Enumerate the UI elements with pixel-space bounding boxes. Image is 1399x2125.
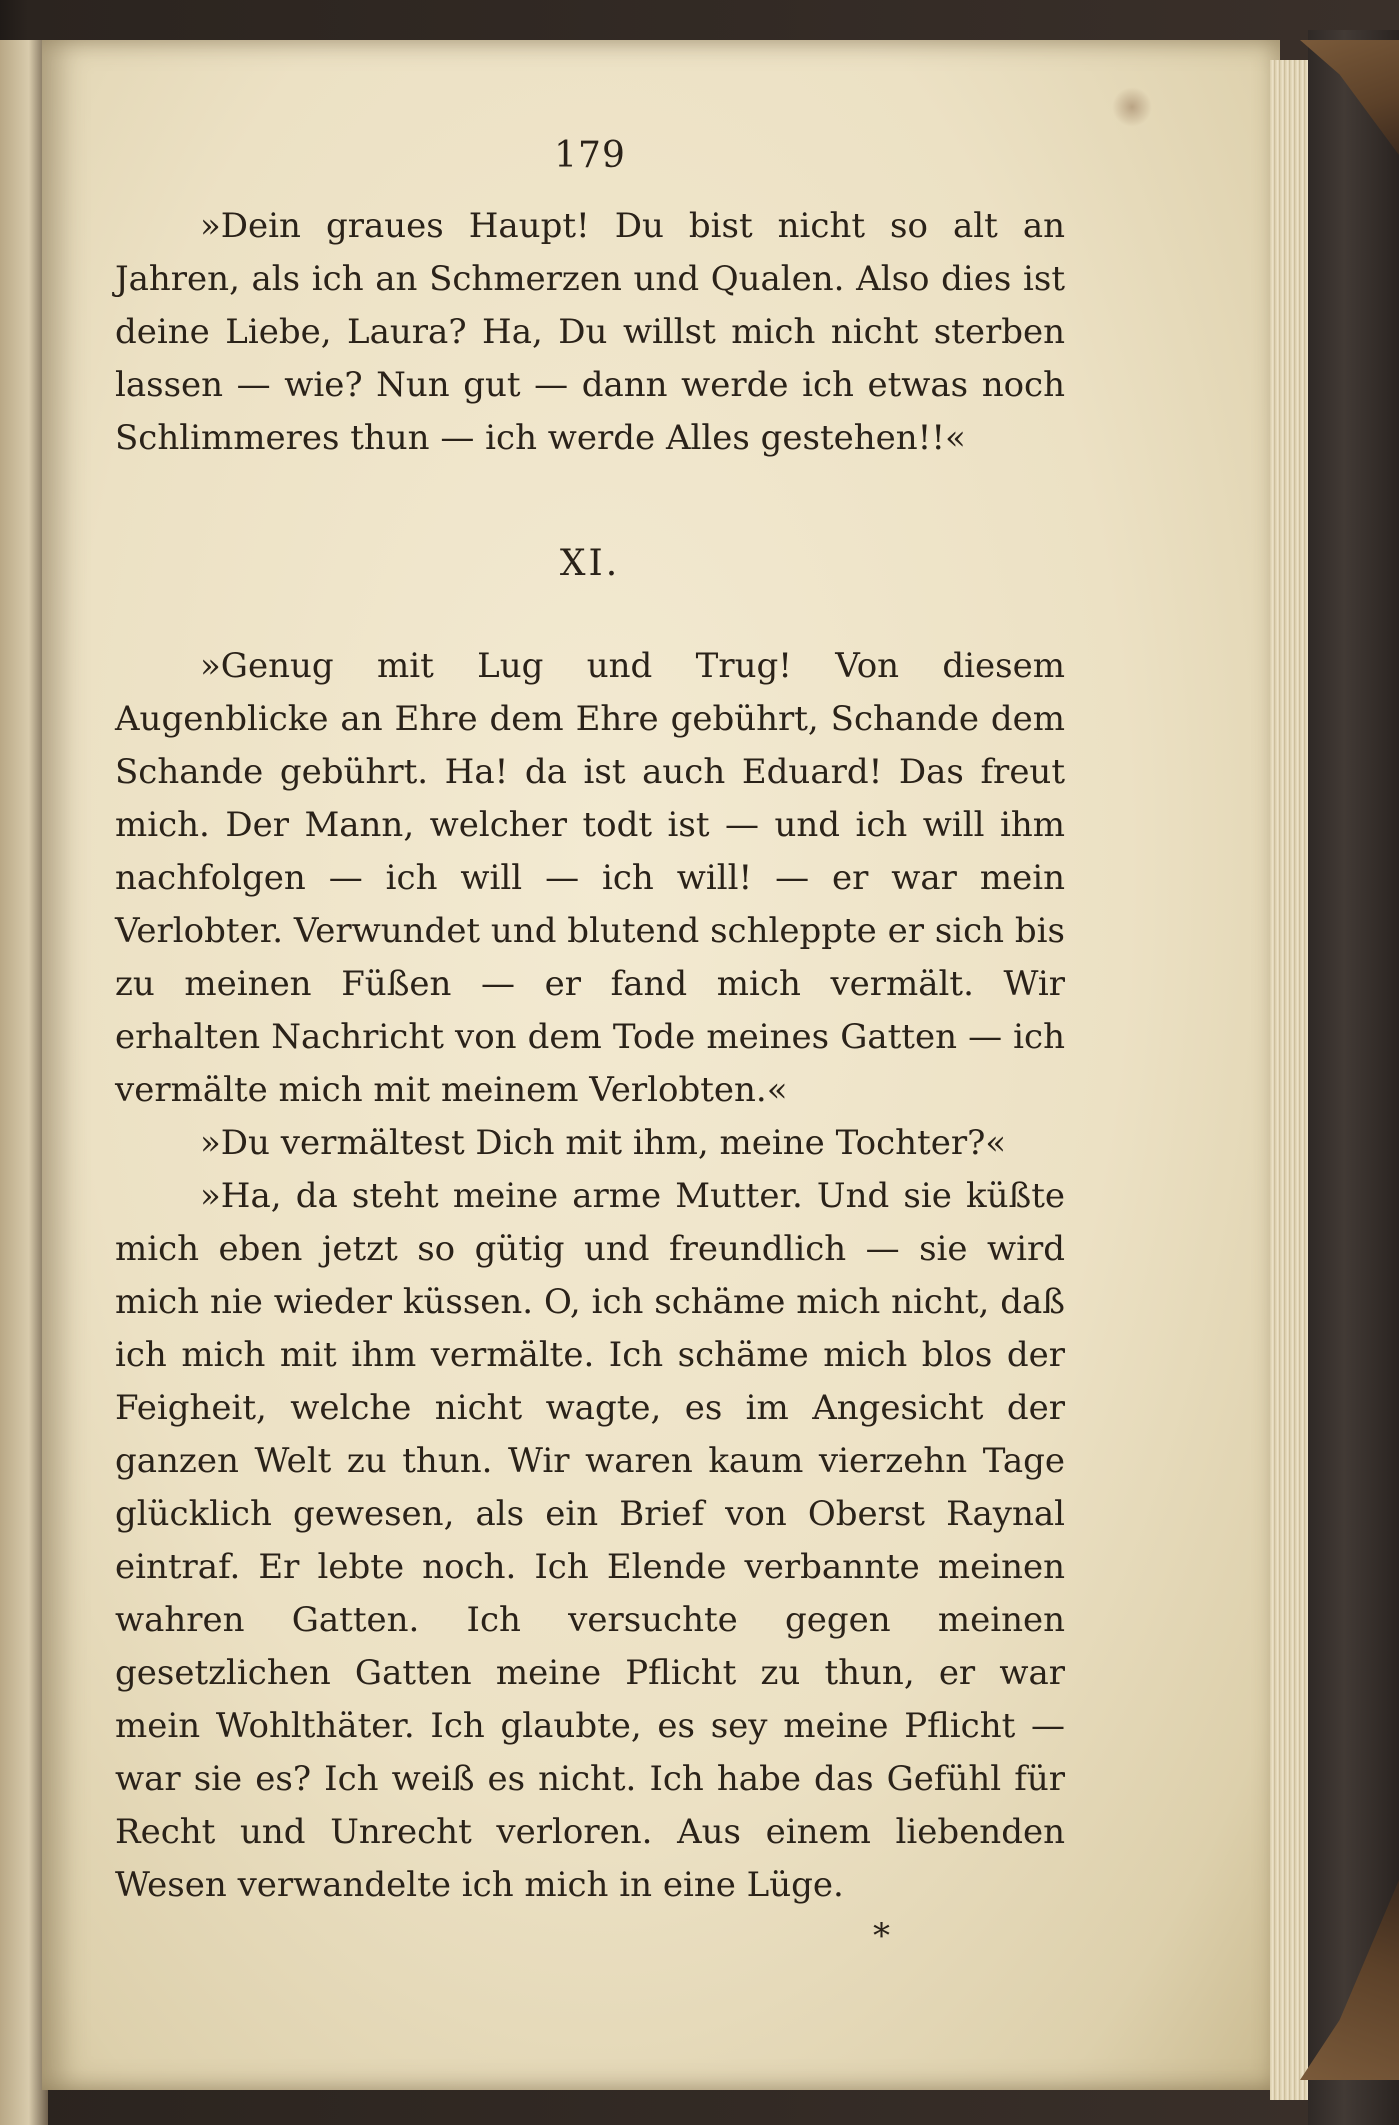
chapter-heading: XI.: [559, 543, 621, 584]
page-edges: [1270, 60, 1310, 2100]
paragraph: »Du vermältest Dich mit ihm, meine Tochter?«: [200, 1123, 1007, 1163]
paragraph: »Ha, da steht meine arme Mutter. Und sie küßte mich eben jetzt so gütig und freundlich — sie wird mich nie wieder küssen. O, ich schäme mich nicht, daß ich mich mit ihm vermälte. Ich schäme mich blos der Feigheit, welche nicht wagte, es im Angesicht der ganzen Welt zu thun. Wir waren kaum vierzehn Tage glücklich gewesen, als ein Brief von Oberst Raynal eintraf. Er lebte noch. Ich Elende verbannte meinen wahren Gatten. Ich versuchte gegen meinen gesetzlichen Gatten meine Pflicht zu thun, er war mein Wohlthäter. Ich glaubte, es sey meine Pflicht — war sie es? Ich weiß es nicht. Ich habe das Gefühl für Recht und Unrecht verloren. Aus einem liebenden Wesen verwandelte ich mich in eine Lüge.: [115, 1176, 1065, 1905]
text-block: [115, 135, 1065, 1956]
paragraph: »Genug mit Lug und Trug! Von diesem Augenblicke an Ehre dem Ehre gebührt, Schande dem Schande gebührt. Ha! da ist auch Eduard! Das freut mich. Der Mann, welcher todt ist — und ich will ihm nachfolgen — ich will — ich will! — er war mein Verlobter. Verwundet und blutend schleppte er sich bis zu meinen Füßen — er fand mich vermält. Wir erhalten Nachricht von dem Tode meines Gatten — ich vermälte mich mit meinem Verlobten.«: [115, 646, 1065, 1110]
page-number: 179: [554, 135, 626, 176]
previous-page-edge: [0, 40, 48, 2125]
page-stain: [1112, 87, 1152, 127]
paragraph: »Dein graues Haupt! Du bist nicht so alt an Jahren, als ich an Schmerzen und Qualen. Also dies ist deine Liebe, Laura? Ha, Du willst mich nicht sterben lassen — wie? Nun gut — dann werde ich etwas noch Schlimmeres thun — ich werde Alles gestehen!!«: [115, 206, 1065, 458]
book-binding: [1308, 30, 1399, 2125]
signature-mark: *: [873, 1916, 890, 1956]
